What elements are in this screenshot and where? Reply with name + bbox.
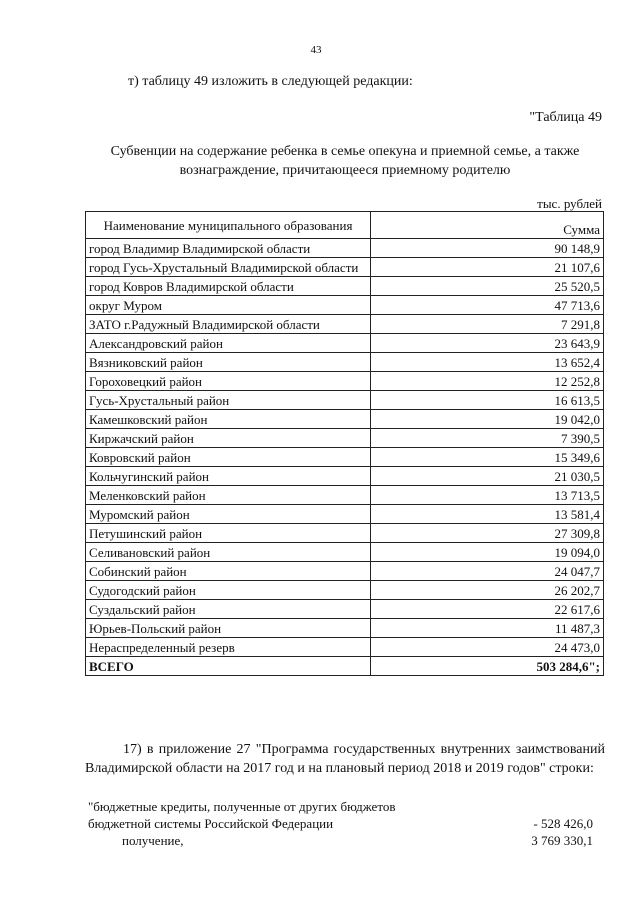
row-name: Петушинский район — [86, 524, 371, 543]
budget-line3: получение, — [122, 833, 184, 848]
row-sum: 16 613,5 — [371, 391, 604, 410]
table-title — [60, 142, 630, 180]
budget-row-credits — [88, 815, 593, 832]
budget-line1: "бюджетные кредиты, полученные от других бюджетов — [88, 799, 396, 814]
row-name: Кольчугинский район — [86, 467, 371, 486]
row-sum: 13 713,5 — [371, 486, 604, 505]
total-sum: 503 284,6"; — [371, 657, 604, 676]
table-row — [86, 543, 604, 562]
row-sum: 90 148,9 — [371, 239, 604, 258]
row-sum: 25 520,5 — [371, 277, 604, 296]
row-sum: 21 107,6 — [371, 258, 604, 277]
table-header-row — [86, 212, 604, 239]
row-sum: 24 473,0 — [371, 638, 604, 657]
table-title-line1: Субвенции на содержание ребенка в семье опекуна и приемной семье, а также — [110, 144, 580, 159]
row-sum: 24 047,7 — [371, 562, 604, 581]
row-sum: 19 042,0 — [371, 410, 604, 429]
row-name: Гусь-Хрустальный район — [86, 391, 371, 410]
units-label: тыс. рублей — [537, 196, 602, 211]
budget-line2: бюджетной системы Российской Федерации — [88, 816, 334, 831]
row-sum: 26 202,7 — [371, 581, 604, 600]
row-name: Александровский район — [86, 334, 371, 353]
row-name: ЗАТО г.Радужный Владимирской области — [86, 315, 371, 334]
row-sum: 7 291,8 — [371, 315, 604, 334]
row-sum: 22 617,6 — [371, 600, 604, 619]
table-row — [86, 258, 604, 277]
table-row — [86, 448, 604, 467]
table-body — [86, 239, 604, 657]
table-row — [86, 315, 604, 334]
table-row — [86, 638, 604, 657]
row-sum: 12 252,8 — [371, 372, 604, 391]
table-row — [86, 600, 604, 619]
row-name: Собинский район — [86, 562, 371, 581]
row-name: Меленковский район — [86, 486, 371, 505]
row-sum: 13 652,4 — [371, 353, 604, 372]
row-sum: 23 643,9 — [371, 334, 604, 353]
row-sum: 7 390,5 — [371, 429, 604, 448]
row-sum: 15 349,6 — [371, 448, 604, 467]
row-name: Суздальский район — [86, 600, 371, 619]
table-row — [86, 619, 604, 638]
table-row — [86, 239, 604, 258]
table-row — [86, 562, 604, 581]
table-title-line2: вознаграждение, причитающееся приемному родителю — [179, 163, 511, 178]
table-row — [86, 505, 604, 524]
row-name: Ковровский район — [86, 448, 371, 467]
table-row — [86, 524, 604, 543]
budget-row-receipt — [88, 832, 593, 849]
budget-lines — [88, 798, 593, 849]
table-row — [86, 372, 604, 391]
table-row — [86, 429, 604, 448]
row-name: Вязниковский район — [86, 353, 371, 372]
subventions-table — [85, 211, 604, 676]
row-name: Судогодский район — [86, 581, 371, 600]
row-name: Селивановский район — [86, 543, 371, 562]
intro-line: т) таблицу 49 изложить в следующей редакции: — [128, 74, 413, 89]
table-row — [86, 334, 604, 353]
header-sum: Сумма — [371, 212, 604, 239]
row-name: Нераспределенный резерв — [86, 638, 371, 657]
page-number: 43 — [310, 44, 322, 56]
table-row — [86, 296, 604, 315]
row-sum: 11 487,3 — [371, 619, 604, 638]
row-name: Гороховецкий район — [86, 372, 371, 391]
row-sum: 21 030,5 — [371, 467, 604, 486]
amendment-paragraph: 17) в приложение 27 "Программа государственных внутренних заимствований Владимирской области на 2017 год и на плановый период 2018 и 2019 годов" строки: — [85, 742, 605, 776]
table-row — [86, 353, 604, 372]
row-name: город Владимир Владимирской области — [86, 239, 371, 258]
total-label: ВСЕГО — [86, 657, 371, 676]
table-row — [86, 410, 604, 429]
header-name: Наименование муниципального образования — [86, 212, 371, 239]
row-name: город Гусь-Хрустальный Владимирской области — [86, 258, 371, 277]
budget-value1: - 528 426,0 — [533, 816, 593, 831]
table-row — [86, 467, 604, 486]
row-sum: 27 309,8 — [371, 524, 604, 543]
table-row — [86, 486, 604, 505]
row-name: Муромский район — [86, 505, 371, 524]
table-reference: "Таблица 49 — [529, 110, 602, 125]
total-row — [86, 657, 604, 676]
row-name: Камешковский район — [86, 410, 371, 429]
budget-value2: 3 769 330,1 — [531, 833, 593, 848]
table-row — [86, 277, 604, 296]
table-row — [86, 581, 604, 600]
table-row — [86, 391, 604, 410]
row-sum: 47 713,6 — [371, 296, 604, 315]
row-name: город Ковров Владимирской области — [86, 277, 371, 296]
row-sum: 13 581,4 — [371, 505, 604, 524]
row-name: Киржачский район — [86, 429, 371, 448]
row-name: округ Муром — [86, 296, 371, 315]
row-sum: 19 094,0 — [371, 543, 604, 562]
row-name: Юрьев-Польский район — [86, 619, 371, 638]
